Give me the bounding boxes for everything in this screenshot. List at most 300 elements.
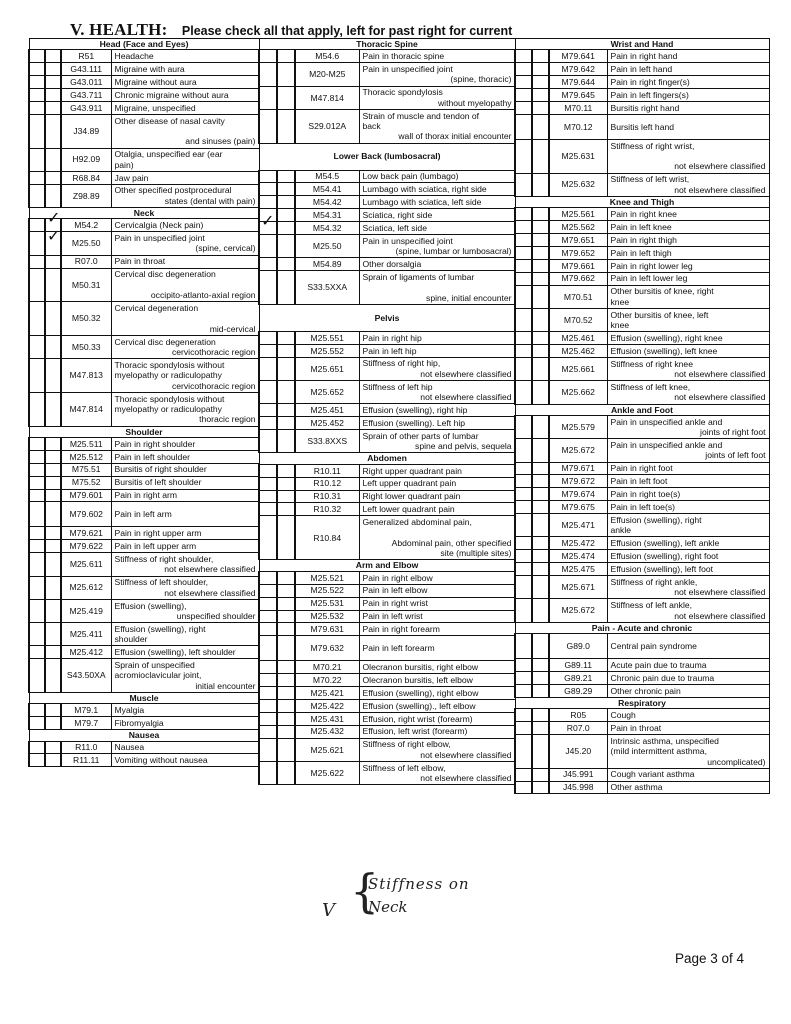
checkbox-past[interactable] bbox=[515, 357, 532, 380]
checkbox-current[interactable] bbox=[45, 437, 61, 450]
code-row bbox=[515, 462, 769, 475]
checkbox-current[interactable] bbox=[45, 226, 61, 255]
checkbox-past[interactable] bbox=[29, 50, 45, 63]
checkbox-current[interactable] bbox=[45, 148, 61, 171]
checkbox-current[interactable] bbox=[532, 488, 549, 501]
checkbox-current[interactable] bbox=[532, 563, 549, 576]
checkbox-current[interactable] bbox=[45, 540, 61, 553]
icd-code: M54.6 bbox=[295, 50, 359, 63]
checkbox-past[interactable] bbox=[29, 392, 45, 426]
checkbox-past[interactable] bbox=[259, 674, 277, 687]
checkbox-current[interactable] bbox=[532, 671, 549, 684]
code-row bbox=[29, 450, 259, 463]
checkbox-current[interactable] bbox=[45, 463, 61, 476]
checkbox-current[interactable] bbox=[532, 50, 549, 63]
checkbox-current[interactable] bbox=[45, 255, 61, 268]
checkbox-current[interactable] bbox=[532, 221, 549, 234]
description-line: Sprain of ligaments of lumbar bbox=[362, 271, 475, 282]
checkbox-past[interactable] bbox=[259, 63, 277, 86]
checkbox-current[interactable] bbox=[45, 302, 61, 336]
icd-code: M25.579 bbox=[549, 415, 607, 438]
checkbox-past[interactable] bbox=[29, 754, 45, 767]
checkbox-current[interactable] bbox=[277, 404, 295, 417]
checkbox-past[interactable] bbox=[515, 550, 532, 563]
checkbox-past[interactable] bbox=[259, 380, 277, 403]
checkbox-past[interactable] bbox=[29, 553, 45, 576]
description-line: Pain in left shoulder bbox=[114, 451, 190, 462]
checkbox-past[interactable] bbox=[515, 537, 532, 550]
checkbox-current[interactable] bbox=[45, 184, 61, 207]
icd-code: M25.411 bbox=[61, 623, 111, 646]
checkbox-current[interactable] bbox=[532, 76, 549, 89]
section-title: Head (Face and Eyes) bbox=[29, 39, 259, 50]
checkbox-past[interactable] bbox=[29, 114, 45, 148]
checkbox-past[interactable] bbox=[515, 332, 532, 345]
checkbox-past[interactable] bbox=[515, 501, 532, 514]
checkbox-current[interactable] bbox=[532, 234, 549, 247]
checkbox-past[interactable] bbox=[259, 86, 277, 109]
code-row bbox=[515, 634, 769, 659]
code-row bbox=[29, 623, 259, 646]
checkbox-past[interactable] bbox=[29, 599, 45, 622]
description-line: Other bursitis of knee, left bbox=[610, 309, 709, 320]
checkbox-past[interactable] bbox=[515, 576, 532, 599]
checkbox-current[interactable] bbox=[277, 712, 295, 725]
checkbox-current[interactable] bbox=[277, 464, 295, 477]
code-description bbox=[359, 725, 515, 738]
checkbox-past[interactable] bbox=[29, 359, 45, 393]
checkbox-current[interactable] bbox=[277, 610, 295, 623]
checkbox-past[interactable] bbox=[515, 259, 532, 272]
checkbox-current[interactable] bbox=[532, 101, 549, 114]
checkbox-current[interactable] bbox=[277, 725, 295, 738]
checkbox-past[interactable] bbox=[259, 597, 277, 610]
checkbox-past[interactable] bbox=[259, 516, 277, 560]
checkbox-past[interactable] bbox=[29, 450, 45, 463]
description-line: Pain in right arm bbox=[114, 490, 178, 501]
checkbox-past[interactable] bbox=[29, 171, 45, 184]
checkbox-past[interactable] bbox=[29, 463, 45, 476]
checkbox-current[interactable] bbox=[277, 235, 295, 258]
checkbox-past[interactable] bbox=[259, 170, 277, 183]
checkbox-current[interactable] bbox=[277, 344, 295, 357]
checkbox-past[interactable] bbox=[259, 235, 277, 258]
checkbox-past[interactable] bbox=[29, 540, 45, 553]
checkbox-current[interactable] bbox=[532, 599, 549, 622]
checkbox-past[interactable] bbox=[29, 623, 45, 646]
code-row bbox=[259, 222, 515, 235]
checkbox-past[interactable] bbox=[259, 344, 277, 357]
description-line: Thoracic spondylosis without bbox=[114, 393, 225, 404]
checkbox-current[interactable] bbox=[532, 139, 549, 173]
checkbox-past[interactable] bbox=[259, 404, 277, 417]
checkbox-past[interactable] bbox=[259, 623, 277, 636]
checkbox-past[interactable] bbox=[259, 211, 277, 235]
checkbox-current[interactable] bbox=[532, 63, 549, 76]
code-description bbox=[607, 221, 769, 234]
checkbox-current[interactable] bbox=[532, 345, 549, 358]
description-line: Pain in left hand bbox=[610, 64, 673, 75]
checkbox-current[interactable] bbox=[277, 271, 295, 305]
checkbox-past[interactable] bbox=[29, 148, 45, 171]
checkbox-current[interactable] bbox=[532, 439, 549, 462]
checkbox-current[interactable] bbox=[45, 489, 61, 502]
description-line: Right lower quadrant pain bbox=[362, 491, 461, 502]
checkbox-past[interactable] bbox=[515, 139, 532, 173]
checkbox-current[interactable] bbox=[45, 359, 61, 393]
checkbox-past[interactable] bbox=[29, 476, 45, 489]
code-description bbox=[607, 208, 769, 221]
checkbox-current[interactable] bbox=[277, 109, 295, 143]
checkbox-past[interactable] bbox=[259, 196, 277, 209]
icd-code: M25.661 bbox=[549, 357, 607, 380]
checkbox-past[interactable] bbox=[259, 331, 277, 344]
checkbox-past[interactable] bbox=[259, 503, 277, 516]
description-line: Vomiting without nausea bbox=[114, 755, 208, 766]
checkbox-past[interactable] bbox=[515, 208, 532, 221]
section-title: Abdomen bbox=[259, 453, 515, 464]
checkbox-past[interactable] bbox=[515, 114, 532, 139]
checkbox-past[interactable] bbox=[29, 437, 45, 450]
description-line: Pain in unspecified joint bbox=[362, 64, 453, 75]
icd-code: M25.652 bbox=[295, 380, 359, 403]
checkbox-past[interactable] bbox=[515, 684, 532, 697]
checkbox-past[interactable] bbox=[29, 741, 45, 754]
checkbox-current[interactable] bbox=[45, 717, 61, 730]
checkbox-current[interactable] bbox=[532, 114, 549, 139]
checkbox-current[interactable] bbox=[45, 268, 61, 302]
description-line: Effusion (swelling), right hip bbox=[362, 405, 468, 416]
checkbox-current[interactable] bbox=[277, 477, 295, 490]
checkbox-past[interactable] bbox=[515, 671, 532, 684]
checkbox-past[interactable] bbox=[29, 489, 45, 502]
code-description bbox=[111, 255, 259, 268]
checkbox-past[interactable] bbox=[259, 699, 277, 712]
checkbox-current[interactable] bbox=[277, 623, 295, 636]
checkbox-current[interactable] bbox=[532, 208, 549, 221]
checkbox-past[interactable] bbox=[515, 76, 532, 89]
checkbox-current[interactable] bbox=[277, 63, 295, 86]
checkbox-past[interactable] bbox=[259, 636, 277, 661]
section-header bbox=[515, 697, 769, 708]
checkbox-past[interactable] bbox=[259, 50, 277, 63]
checkbox-current[interactable] bbox=[277, 674, 295, 687]
description-line: knee bbox=[610, 320, 630, 331]
checkbox-past[interactable] bbox=[29, 302, 45, 336]
description-line: Pain in left elbow bbox=[362, 585, 428, 596]
checkbox-current[interactable] bbox=[45, 646, 61, 659]
checkbox-current[interactable] bbox=[277, 636, 295, 661]
checkbox-current[interactable] bbox=[45, 76, 61, 89]
checkbox-current[interactable] bbox=[277, 357, 295, 380]
checkbox-current[interactable] bbox=[532, 89, 549, 102]
description-line: Sprain of unspecified bbox=[114, 660, 195, 671]
code-row bbox=[515, 684, 769, 697]
checkbox-current[interactable] bbox=[45, 171, 61, 184]
checkbox-current[interactable] bbox=[277, 331, 295, 344]
checkbox-past[interactable] bbox=[515, 462, 532, 475]
checkbox-current[interactable] bbox=[532, 381, 549, 404]
code-description bbox=[607, 684, 769, 697]
checkbox-current[interactable] bbox=[532, 285, 549, 308]
checkbox-current[interactable] bbox=[532, 308, 549, 331]
checkbox-past[interactable] bbox=[259, 761, 277, 784]
checkbox-past[interactable] bbox=[29, 704, 45, 717]
checkbox-current[interactable] bbox=[277, 687, 295, 700]
checkbox-current[interactable] bbox=[45, 114, 61, 148]
checkbox-past[interactable] bbox=[515, 634, 532, 659]
checkbox-past[interactable] bbox=[29, 576, 45, 599]
checkbox-current[interactable] bbox=[532, 475, 549, 488]
checkbox-past[interactable] bbox=[259, 661, 277, 674]
checkbox-past[interactable] bbox=[259, 738, 277, 761]
checkbox-current[interactable] bbox=[532, 768, 549, 781]
checkbox-current[interactable] bbox=[532, 659, 549, 672]
checkbox-current[interactable] bbox=[45, 553, 61, 576]
checkbox-current[interactable] bbox=[45, 476, 61, 489]
icd-code: M79.622 bbox=[61, 540, 111, 553]
checkbox-past[interactable] bbox=[29, 232, 45, 255]
checkbox-current[interactable] bbox=[45, 599, 61, 622]
checkbox-past[interactable] bbox=[259, 725, 277, 738]
checkbox-current[interactable] bbox=[532, 537, 549, 550]
checkbox-past[interactable] bbox=[515, 89, 532, 102]
checkbox-current[interactable] bbox=[277, 380, 295, 403]
icd-code: M25.50 bbox=[295, 235, 359, 258]
checkbox-current[interactable] bbox=[532, 781, 549, 794]
checkbox-past[interactable] bbox=[515, 234, 532, 247]
checkbox-current[interactable] bbox=[45, 101, 61, 114]
checkbox-past[interactable] bbox=[515, 246, 532, 259]
checkbox-past[interactable] bbox=[515, 475, 532, 488]
checkbox-current[interactable] bbox=[45, 704, 61, 717]
checkbox-past[interactable] bbox=[259, 430, 277, 453]
checkbox-past[interactable] bbox=[29, 717, 45, 730]
checkbox-current[interactable] bbox=[45, 89, 61, 102]
checkbox-current[interactable] bbox=[45, 659, 61, 693]
checkbox-past[interactable] bbox=[515, 345, 532, 358]
checkbox-past[interactable] bbox=[259, 610, 277, 623]
icd-code: M25.422 bbox=[295, 699, 359, 712]
checkbox-current[interactable] bbox=[532, 684, 549, 697]
checkbox-past[interactable] bbox=[29, 63, 45, 76]
checkbox-past[interactable] bbox=[515, 768, 532, 781]
checkbox-current[interactable] bbox=[45, 50, 61, 63]
checkbox-past[interactable] bbox=[515, 781, 532, 794]
checkbox-past[interactable] bbox=[515, 50, 532, 63]
handwritten-v-mark: V bbox=[322, 900, 335, 921]
checkbox-past[interactable] bbox=[515, 722, 532, 735]
checkbox-past[interactable] bbox=[29, 219, 45, 232]
checkbox-past[interactable] bbox=[515, 709, 532, 722]
code-row bbox=[29, 232, 259, 255]
code-row bbox=[515, 246, 769, 259]
checkbox-current[interactable] bbox=[277, 170, 295, 183]
code-row bbox=[515, 381, 769, 404]
checkbox-current[interactable] bbox=[532, 722, 549, 735]
checkbox-current[interactable] bbox=[277, 490, 295, 503]
checkbox-past[interactable] bbox=[259, 109, 277, 143]
checkbox-current[interactable] bbox=[277, 516, 295, 560]
checkbox-past[interactable] bbox=[259, 712, 277, 725]
checkbox-current[interactable] bbox=[45, 392, 61, 426]
checkbox-past[interactable] bbox=[515, 488, 532, 501]
checkbox-current[interactable] bbox=[532, 501, 549, 514]
icd-code: Z98.89 bbox=[61, 184, 111, 207]
checkbox-current[interactable] bbox=[45, 335, 61, 358]
section-header bbox=[259, 39, 515, 50]
checkbox-current[interactable] bbox=[277, 417, 295, 430]
checkbox-past[interactable] bbox=[29, 646, 45, 659]
checkbox-current[interactable] bbox=[532, 576, 549, 599]
icd-code: M20-M25 bbox=[295, 63, 359, 86]
checkbox-past[interactable] bbox=[515, 659, 532, 672]
checkbox-current[interactable] bbox=[532, 415, 549, 438]
checkbox-current[interactable] bbox=[45, 623, 61, 646]
checkbox-past[interactable] bbox=[29, 268, 45, 302]
icd-code: M25.474 bbox=[549, 550, 607, 563]
icd-code: M25.431 bbox=[295, 712, 359, 725]
code-row bbox=[259, 490, 515, 503]
description-line: Cervicalgia (Neck pain) bbox=[114, 220, 204, 231]
description-line: Effusion, right wrist (forearm) bbox=[362, 713, 473, 724]
code-row bbox=[515, 576, 769, 599]
checkbox-past[interactable] bbox=[259, 183, 277, 196]
checkbox-current[interactable] bbox=[45, 63, 61, 76]
checkbox-past[interactable] bbox=[259, 357, 277, 380]
checkbox-current[interactable] bbox=[45, 754, 61, 767]
checkbox-current[interactable] bbox=[277, 661, 295, 674]
checkbox-current[interactable] bbox=[532, 734, 549, 768]
checkbox-past[interactable] bbox=[515, 308, 532, 331]
code-row bbox=[29, 489, 259, 502]
checkbox-current[interactable] bbox=[277, 584, 295, 597]
code-row bbox=[29, 114, 259, 148]
section-header bbox=[29, 730, 259, 741]
description-line: Pain in left foot bbox=[610, 476, 668, 487]
section-title: Lower Back (lumbosacral) bbox=[259, 143, 515, 170]
checkbox-past[interactable] bbox=[29, 76, 45, 89]
checkbox-past[interactable] bbox=[259, 584, 277, 597]
checkbox-current[interactable] bbox=[277, 209, 295, 222]
checkbox-current[interactable] bbox=[277, 86, 295, 109]
checkbox-current[interactable] bbox=[277, 761, 295, 784]
description-line: Migraine without aura bbox=[114, 76, 197, 87]
checkbox-past[interactable] bbox=[259, 490, 277, 503]
checkbox-past[interactable] bbox=[515, 415, 532, 438]
description-line: Pain in left arm bbox=[114, 509, 172, 520]
code-row bbox=[29, 717, 259, 730]
checkbox-past[interactable] bbox=[29, 527, 45, 540]
icd-code: S43.50XA bbox=[61, 659, 111, 693]
checkbox-past[interactable] bbox=[259, 464, 277, 477]
checkbox-current[interactable] bbox=[277, 50, 295, 63]
checkbox-past[interactable] bbox=[515, 734, 532, 768]
description-line: Right upper quadrant pain bbox=[362, 465, 462, 476]
icd-code: S29.012A bbox=[295, 109, 359, 143]
description-line: Stiffness of right knee bbox=[610, 358, 693, 369]
checkbox-current[interactable] bbox=[277, 196, 295, 209]
code-description bbox=[359, 209, 515, 222]
code-description bbox=[111, 717, 259, 730]
checkbox-current[interactable] bbox=[45, 450, 61, 463]
checkbox-current[interactable] bbox=[277, 258, 295, 271]
checkbox-past[interactable] bbox=[259, 258, 277, 271]
checkbox-current[interactable] bbox=[277, 222, 295, 235]
checkbox-current[interactable] bbox=[277, 738, 295, 761]
description-line: Stiffness of left hip bbox=[362, 381, 433, 392]
icd-code: M79.602 bbox=[61, 502, 111, 527]
checkbox-past[interactable] bbox=[259, 417, 277, 430]
checkbox-current[interactable] bbox=[45, 576, 61, 599]
checkbox-past[interactable] bbox=[515, 563, 532, 576]
checkbox-past[interactable] bbox=[515, 63, 532, 76]
checkbox-past[interactable] bbox=[259, 571, 277, 584]
checkbox-past[interactable] bbox=[259, 687, 277, 700]
code-row bbox=[259, 380, 515, 403]
code-row bbox=[29, 50, 259, 63]
description-line: spine, initial encounter bbox=[426, 292, 512, 303]
description-line: Pain in throat bbox=[610, 722, 662, 733]
checkbox-past[interactable] bbox=[515, 285, 532, 308]
checkbox-current[interactable] bbox=[532, 272, 549, 285]
checkbox-current[interactable] bbox=[45, 527, 61, 540]
code-description bbox=[111, 527, 259, 540]
checkbox-current[interactable] bbox=[277, 571, 295, 584]
checkbox-past[interactable] bbox=[29, 184, 45, 207]
checkbox-current[interactable] bbox=[277, 597, 295, 610]
checkbox-past[interactable] bbox=[515, 272, 532, 285]
checkbox-current[interactable] bbox=[532, 514, 549, 537]
checkbox-current[interactable] bbox=[532, 634, 549, 659]
checkbox-current[interactable] bbox=[532, 709, 549, 722]
icd-code: R10.84 bbox=[295, 516, 359, 560]
checkbox-past[interactable] bbox=[29, 335, 45, 358]
checkbox-past[interactable] bbox=[515, 101, 532, 114]
checkbox-past[interactable] bbox=[29, 101, 45, 114]
checkbox-current[interactable] bbox=[277, 699, 295, 712]
checkbox-past[interactable] bbox=[515, 599, 532, 622]
checkbox-past[interactable] bbox=[259, 477, 277, 490]
checkbox-past[interactable] bbox=[515, 439, 532, 462]
checkbox-current[interactable] bbox=[532, 173, 549, 196]
checkbox-past[interactable] bbox=[29, 89, 45, 102]
checkbox-current[interactable] bbox=[532, 462, 549, 475]
checkbox-current[interactable] bbox=[45, 502, 61, 527]
checkbox-past[interactable] bbox=[29, 659, 45, 693]
description-line: Chronic pain due to trauma bbox=[610, 672, 715, 683]
checkbox-past[interactable] bbox=[259, 271, 277, 305]
checkbox-current[interactable] bbox=[532, 357, 549, 380]
checkbox-past[interactable] bbox=[515, 173, 532, 196]
checkbox-past[interactable] bbox=[515, 221, 532, 234]
description-line: Generalized abdominal pain, bbox=[362, 517, 472, 528]
checkbox-current[interactable] bbox=[532, 332, 549, 345]
checkbox-current[interactable] bbox=[277, 183, 295, 196]
checkbox-current[interactable] bbox=[532, 550, 549, 563]
checkbox-current[interactable] bbox=[277, 430, 295, 453]
icd-code: M25.651 bbox=[295, 357, 359, 380]
checkbox-current[interactable] bbox=[532, 259, 549, 272]
code-description bbox=[359, 597, 515, 610]
checkbox-past[interactable] bbox=[29, 502, 45, 527]
checkbox-current[interactable] bbox=[532, 246, 549, 259]
checkbox-past[interactable] bbox=[515, 381, 532, 404]
checkbox-current[interactable] bbox=[277, 503, 295, 516]
checkbox-past[interactable] bbox=[29, 255, 45, 268]
checkbox-current[interactable] bbox=[45, 741, 61, 754]
checkbox-past[interactable] bbox=[515, 514, 532, 537]
